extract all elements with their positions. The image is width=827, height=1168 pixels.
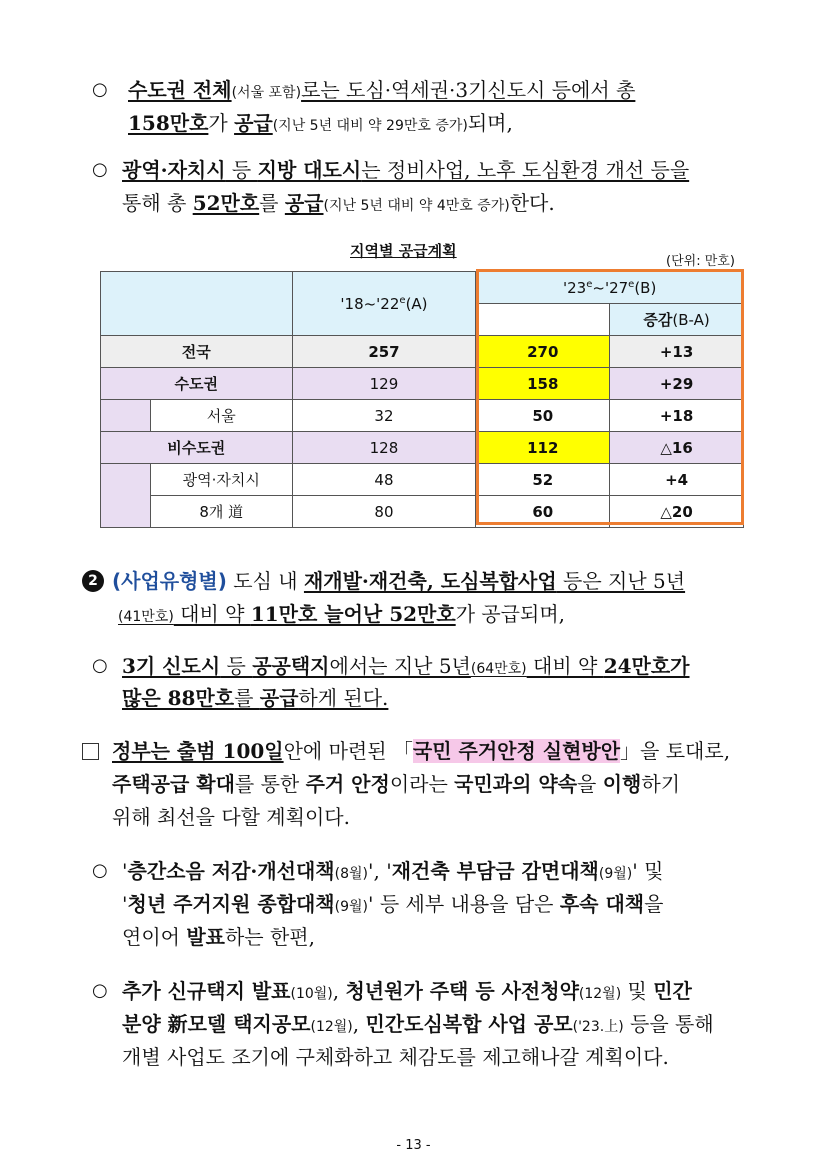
- header-empty-cell: [476, 304, 610, 336]
- text-run: (지난 5년 대비 약 29만호 증가): [272, 118, 468, 134]
- text-run: (9월): [334, 899, 368, 915]
- text-run: 수도권 전체: [128, 78, 232, 102]
- cell-a: 128: [292, 432, 476, 464]
- p3-line2: [118, 600, 565, 631]
- table-row: [101, 464, 744, 496]
- p2-line1: [122, 156, 689, 184]
- text-run: 는 정비사업, 노후 도심환경 개선 등을: [361, 158, 690, 182]
- text-run: 11만호 늘어난 52만호: [250, 602, 456, 626]
- row-label: 광역·자치시: [150, 464, 292, 496]
- text-run: 로는 도심·역세권·3기신도시 등에서 총: [301, 78, 636, 102]
- text-run: 통해 총: [122, 191, 193, 215]
- number-marker: 2: [82, 570, 104, 592]
- text-run: (10월): [290, 986, 333, 1002]
- text-run: 가: [208, 111, 235, 135]
- p6-line1: [122, 857, 663, 888]
- text-run: 등: [225, 158, 258, 182]
- indent-cell: [101, 400, 151, 432]
- cell-b: 60: [476, 496, 610, 528]
- row-label: 비수도권: [101, 432, 293, 464]
- p4-line2: [122, 684, 388, 712]
- p2-line2: [122, 189, 555, 220]
- text-run: 한다.: [509, 191, 555, 215]
- text-run: 를 통한: [234, 772, 306, 796]
- header-empty-cell: [101, 272, 293, 336]
- text-run: 개별 사업도 조기에 구체화하고 체감도를 제고해나갈 계획이다.: [122, 1045, 669, 1069]
- p6-line3: [122, 923, 315, 951]
- circle-bullet-icon: ○: [92, 860, 108, 881]
- text-run: 국민 주거안정 실현방안: [412, 739, 621, 763]
- text-run: 분양 新모델 택지공모: [122, 1012, 311, 1036]
- text-run: (41만호): [118, 609, 174, 625]
- text-run: 발표: [186, 925, 225, 949]
- circle-bullet-icon: ○: [92, 159, 108, 180]
- text-run: 재건축 부담금 감면대책: [391, 859, 599, 883]
- cell-a: 80: [292, 496, 476, 528]
- table-row: [101, 336, 744, 368]
- text-run: 주택공급 확대: [112, 772, 235, 796]
- indent-cell: [101, 464, 151, 528]
- text-run: 청년원가 주택 등 사전청약: [345, 979, 579, 1003]
- p5-line2: [112, 770, 680, 798]
- circle-bullet-icon: ○: [92, 79, 108, 100]
- text-run: ': [122, 859, 128, 883]
- text-run: ' 등 세부 내용을 담은: [368, 892, 560, 916]
- text-run: 국민과의 약속: [454, 772, 578, 796]
- text-run: 민간도심복합 사업 공모: [365, 1012, 573, 1036]
- p5-line1: [112, 737, 730, 765]
- table-row: [101, 432, 744, 464]
- cell-diff: △16: [610, 432, 744, 464]
- p6-line2: [122, 890, 663, 921]
- text-run: 3기 신도시: [122, 654, 221, 678]
- cell-a: 48: [292, 464, 476, 496]
- text-run: 이라는: [389, 772, 455, 796]
- text-run: 도심 내: [226, 569, 304, 593]
- text-run: 하게 된다.: [298, 686, 389, 710]
- cell-a: 32: [292, 400, 476, 432]
- text-run: ,: [332, 979, 346, 1003]
- cell-diff: +4: [610, 464, 744, 496]
- text-run: 를: [234, 686, 260, 710]
- text-run: (12월): [578, 986, 622, 1002]
- text-run: 을: [644, 892, 664, 916]
- cell-b: 52: [476, 464, 610, 496]
- p1-line1: [128, 76, 635, 107]
- cell-b: 112: [476, 432, 610, 464]
- text-run: 재개발·재건축, 도심복합사업: [303, 569, 557, 593]
- cell-b: 270: [476, 336, 610, 368]
- p7-line1: [122, 977, 692, 1008]
- header-col-diff: 증감(B-A): [610, 304, 744, 336]
- text-run: 대비 약: [526, 654, 604, 678]
- text-run: 158만호: [128, 111, 209, 135]
- text-run: 연이어: [122, 925, 187, 949]
- text-run: 하는 한편,: [224, 925, 315, 949]
- text-run: 가 공급되며,: [455, 602, 566, 626]
- supply-plan-table: [100, 271, 744, 528]
- p3-line1: [112, 567, 685, 595]
- text-run: 하기: [641, 772, 681, 796]
- text-run: 이행: [602, 772, 642, 796]
- text-run: 공급: [259, 686, 299, 710]
- text-run: 광역·자치시: [122, 158, 226, 182]
- text-run: ' 및: [632, 859, 664, 883]
- p7-line3: [122, 1043, 669, 1071]
- table-row: [101, 496, 744, 528]
- p7-line2: [122, 1010, 714, 1041]
- text-run: 추가 신규택지 발표: [122, 979, 291, 1003]
- circle-bullet-icon: ○: [92, 655, 108, 676]
- text-run: 24만호가: [603, 654, 690, 678]
- text-run: 52만호: [192, 191, 260, 215]
- row-label: 서울: [150, 400, 292, 432]
- p1-line2: [128, 109, 513, 140]
- text-run: 민간: [653, 979, 692, 1003]
- text-run: 지방 대도시: [257, 158, 362, 182]
- p5-line3: [112, 803, 350, 831]
- text-run: ('23.上): [572, 1019, 624, 1035]
- text-run: 및: [621, 979, 654, 1003]
- table-header-row: [101, 272, 744, 304]
- text-run: 공급: [284, 191, 324, 215]
- text-run: ,: [352, 1012, 366, 1036]
- text-run: 대비 약: [173, 602, 251, 626]
- p4-line1: [122, 652, 690, 683]
- cell-a: 257: [292, 336, 476, 368]
- text-run: 등은 지난 5년: [556, 569, 686, 593]
- text-run: 」을 토대로,: [620, 739, 731, 763]
- text-run: 공급: [234, 111, 273, 135]
- text-run: ': [122, 892, 128, 916]
- cell-diff: +13: [610, 336, 744, 368]
- page-number: - 13 -: [396, 1138, 431, 1153]
- text-run: 에서는 지난 5년: [329, 654, 471, 678]
- text-run: (사업유형별): [112, 569, 227, 593]
- text-run: 를: [259, 191, 285, 215]
- text-run: (12월): [310, 1019, 353, 1035]
- text-run: 되며,: [467, 111, 513, 135]
- text-run: 을: [577, 772, 603, 796]
- text-run: 주거 안정: [305, 772, 390, 796]
- cell-b: 50: [476, 400, 610, 432]
- text-run: 위해 최선을 다할 계획이다.: [112, 805, 350, 829]
- table-unit: (단위: 만호): [666, 254, 735, 269]
- header-col-a: '18~'22e(A): [292, 272, 476, 336]
- cell-diff: +18: [610, 400, 744, 432]
- cell-a: 129: [292, 368, 476, 400]
- circle-bullet-icon: ○: [92, 980, 108, 1001]
- text-run: 정부는 출범 100일: [112, 739, 284, 763]
- cell-b: 158: [476, 368, 610, 400]
- table-row: [101, 368, 744, 400]
- cell-diff: △20: [610, 496, 744, 528]
- text-run: 청년 주거지원 종합대책: [127, 892, 335, 916]
- row-label: 8개 道: [150, 496, 292, 528]
- text-run: 후속 대책: [559, 892, 645, 916]
- text-run: 등을 통해: [623, 1012, 714, 1036]
- text-run: 공공택지: [252, 654, 330, 678]
- text-run: (64만호): [470, 661, 527, 677]
- text-run: (서울 포함): [231, 85, 302, 101]
- row-label: 수도권: [101, 368, 293, 400]
- cell-diff: +29: [610, 368, 744, 400]
- table-title: 지역별 공급계획: [350, 242, 457, 260]
- text-run: (8월): [334, 866, 368, 882]
- header-col-b: '23e~'27e(B): [476, 272, 744, 304]
- text-run: 등: [220, 654, 253, 678]
- row-label: 전국: [101, 336, 293, 368]
- text-run: (9월): [598, 866, 633, 882]
- text-run: 많은 88만호: [122, 686, 235, 710]
- text-run: ', ': [368, 859, 392, 883]
- square-bullet-icon: [82, 743, 99, 760]
- text-run: 안에 마련된 「: [283, 739, 413, 763]
- table-row: [101, 400, 744, 432]
- text-run: (지난 5년 대비 약 4만호 증가): [323, 198, 510, 214]
- text-run: 층간소음 저감·개선대책: [127, 859, 335, 883]
